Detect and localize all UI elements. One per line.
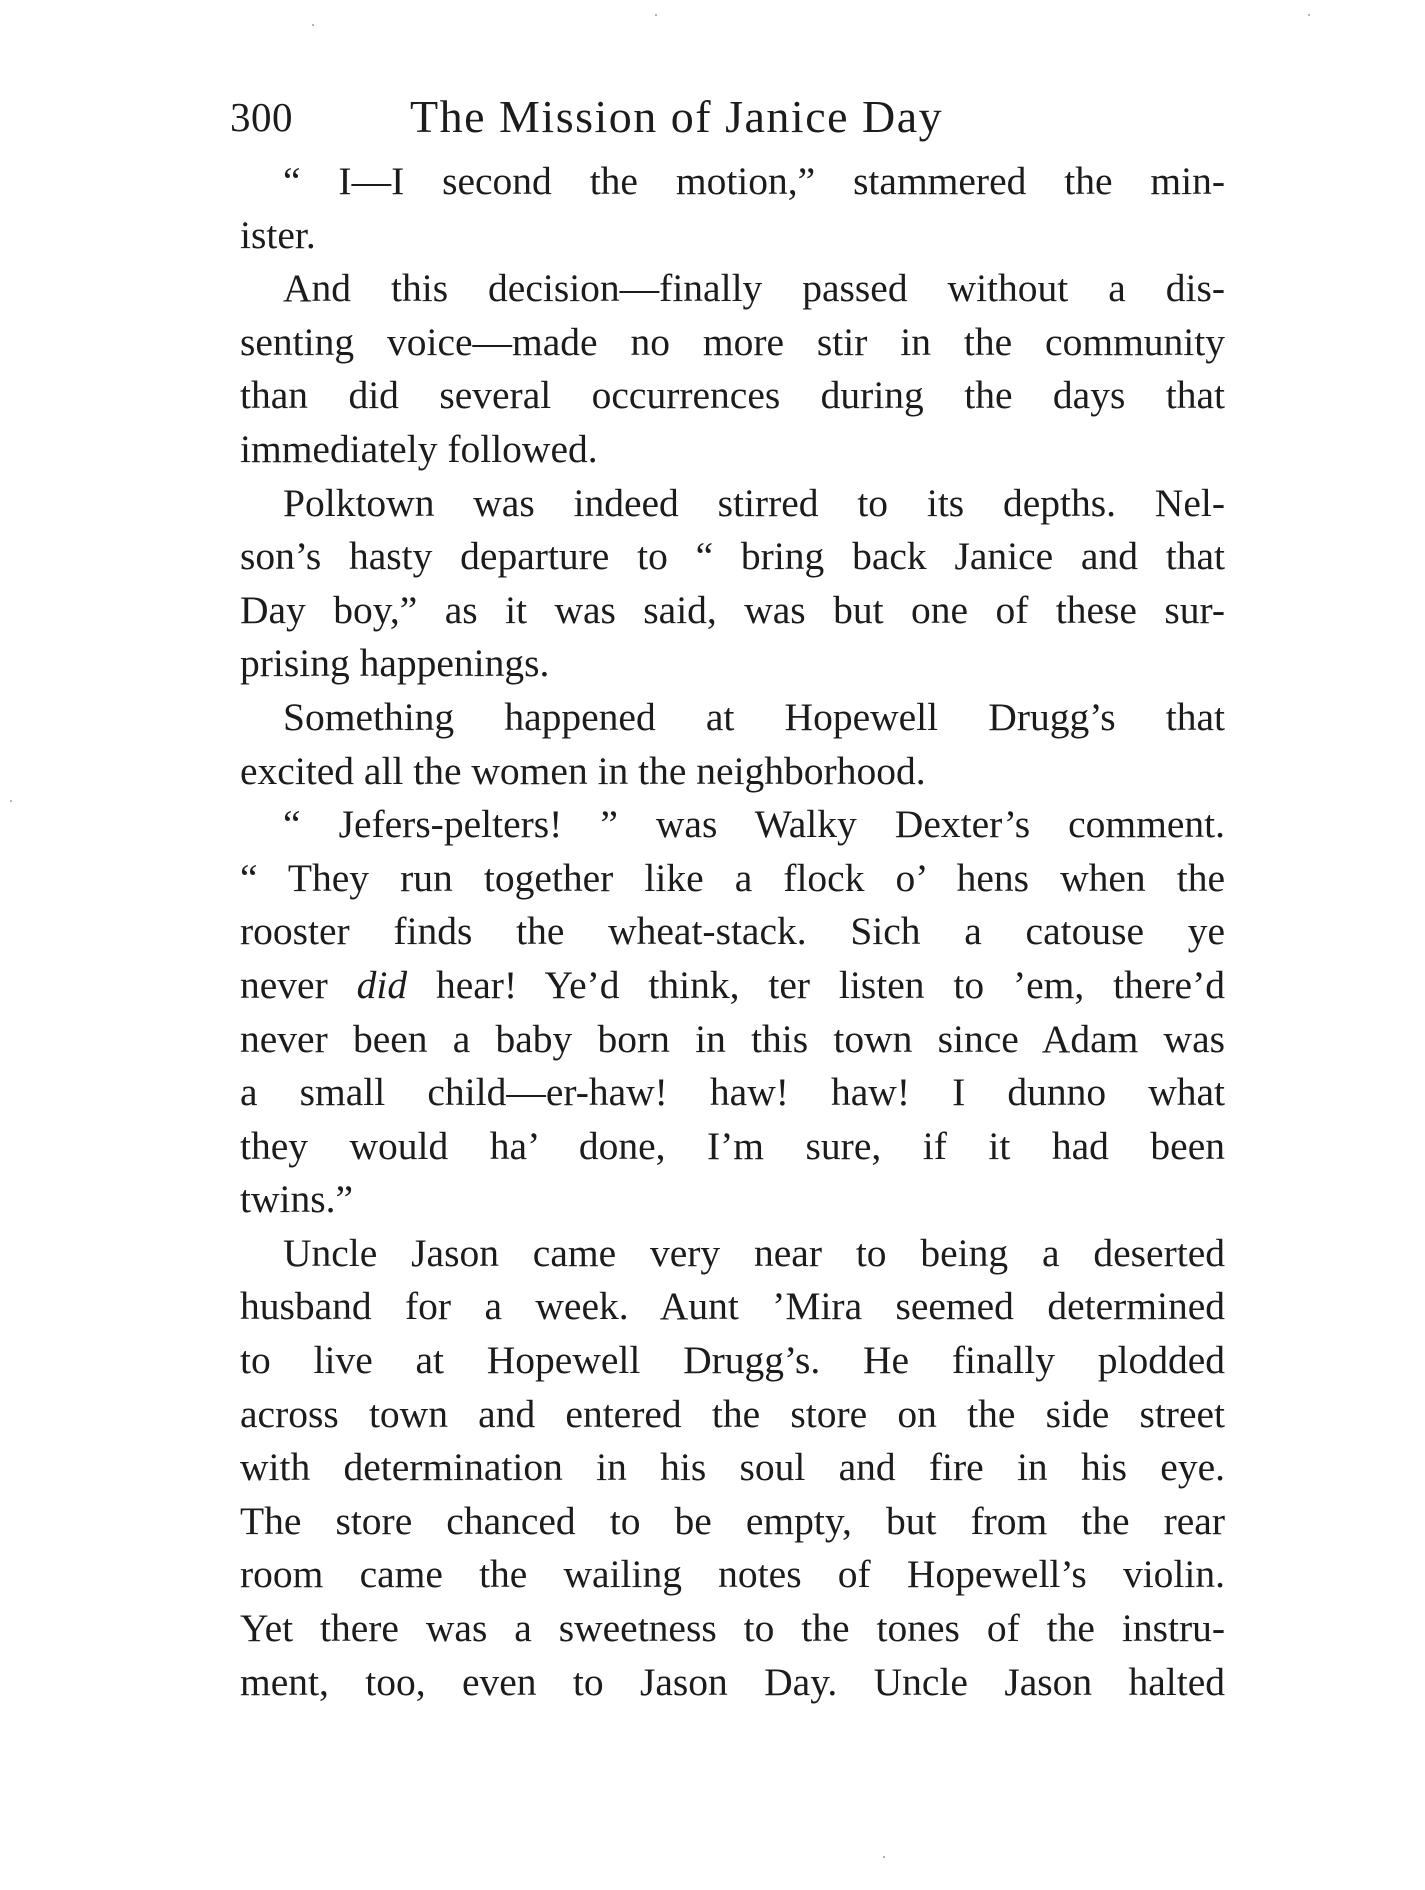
paragraph <box>240 262 1225 476</box>
page-header <box>230 82 1030 152</box>
text-line: “ They run together like a flock o’ hens when the <box>240 855 1225 900</box>
text-line: rooster finds the wheat-stack. Sich a catouse ye <box>240 909 1225 954</box>
text-line: Uncle Jason came very near to being a deserted <box>283 1230 1225 1275</box>
text-line: never did hear! Ye’d think, ter listen to ’em, there’d <box>240 962 1225 1007</box>
text-line: to live at Hopewell Drugg’s. He finally plodded <box>240 1338 1225 1383</box>
text-line: Day boy,” as it was said, was but one of these sur- <box>240 587 1225 632</box>
scan-speck <box>1308 14 1310 16</box>
emphasis-word: did <box>356 962 408 1007</box>
scan-speck <box>883 1856 885 1858</box>
text-line: And this decision—finally passed without a dis- <box>283 266 1225 311</box>
text-line: son’s hasty departure to “ bring back Janice and that <box>240 534 1225 579</box>
scan-speck <box>312 24 314 26</box>
paragraph <box>240 155 1225 262</box>
paragraph <box>240 798 1225 1227</box>
page-number: 300 <box>230 94 293 140</box>
body-text <box>240 155 1225 1709</box>
scan-speck <box>655 14 657 16</box>
text-line: never been a baby born in this town since Adam was <box>240 1016 1225 1061</box>
running-title: The Mission of Janice Day <box>410 91 944 142</box>
text-line: room came the wailing notes of Hopewell’s violin. <box>240 1552 1225 1597</box>
text-line: they would ha’ done, I’m sure, if it had been <box>240 1123 1225 1168</box>
text-line: ister. <box>240 212 316 257</box>
paragraph <box>240 691 1225 798</box>
paragraph <box>240 477 1225 691</box>
text-line: senting voice—made no more stir in the community <box>240 319 1225 364</box>
text-line: Something happened at Hopewell Drugg’s that <box>283 694 1225 739</box>
text-line: than did several occurrences during the days that <box>240 373 1225 418</box>
scan-speck <box>10 800 12 802</box>
text-line: with determination in his soul and fire in his eye. <box>240 1445 1225 1490</box>
text-line: Polktown was indeed stirred to its depths. Nel- <box>283 480 1225 525</box>
text-line: Yet there was a sweetness to the tones of the instru- <box>240 1606 1225 1651</box>
text-line: twins.” <box>240 1177 354 1222</box>
text-line: “ I—I second the motion,” stammered the min- <box>283 159 1225 203</box>
text-line: excited all the women in the neighborhood. <box>240 748 926 793</box>
text-line: ment, too, even to Jason Day. Uncle Jason halted <box>240 1659 1225 1704</box>
paragraph <box>240 1227 1225 1709</box>
text-line: prising happenings. <box>240 641 550 686</box>
text-line: The store chanced to be empty, but from the rear <box>240 1498 1225 1543</box>
text-line: across town and entered the store on the side street <box>240 1391 1225 1436</box>
text-line: husband for a week. Aunt ’Mira seemed determined <box>240 1284 1225 1329</box>
text-line: a small child—er-haw! haw! haw! I dunno what <box>240 1070 1225 1115</box>
text-line: immediately followed. <box>240 426 598 471</box>
text-line: “ Jefers-pelters! ” was Walky Dexter’s comment. <box>283 802 1225 847</box>
